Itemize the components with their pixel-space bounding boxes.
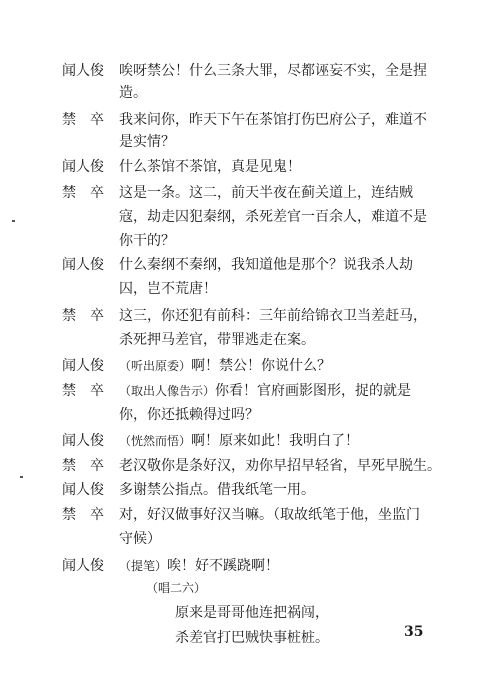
script-line (0, 428, 480, 454)
speaker-name: 禁 卒 (62, 458, 104, 474)
lyric-text: 原来是哥哥他连把祸闯， (175, 605, 329, 621)
stage-direction: （提笔） (119, 559, 168, 573)
dialogue-text: 你干的？ (119, 233, 175, 249)
script-line (0, 327, 480, 353)
script-line (0, 303, 480, 329)
script-line (0, 526, 480, 552)
dialogue-words: 啊！原来如此！我明白了！ (191, 433, 360, 449)
dialogue-text: 唉呀禁公！什么三条大罪，尽都诬妄不实，全是捏 (119, 63, 427, 79)
speaker-name: 闻人俊 (62, 558, 104, 574)
dialogue-words: 唉！好不蹊跷啊！ (167, 558, 280, 574)
dialogue-text: 老汉敬你是条好汉，劝你早招早轻省，早死早脱生。 (119, 458, 441, 474)
dialogue-text: 什么茶馆不茶馆，真是见鬼！ (119, 159, 301, 175)
dialogue-text: 这是一条。这二，前天半夜在蓟关道上，连结贼 (119, 185, 413, 201)
stage-direction: （唱二六） (146, 581, 207, 595)
speaker-name: 闻人俊 (62, 358, 104, 374)
script-line (0, 402, 480, 428)
dialogue-words: 你看！官府画影图形，捉的就是 (215, 383, 412, 399)
dialogue-text: 囚，岂不荒唐！ (119, 281, 217, 297)
script-line (0, 252, 480, 278)
dialogue-text: 杀死押马差官，带罪逃走在案。 (119, 332, 315, 348)
script-line (0, 228, 480, 254)
speaker-name: 闻人俊 (62, 482, 104, 498)
speaker-name: 禁 卒 (62, 112, 104, 128)
speaker-name: 禁 卒 (62, 383, 104, 399)
script-line (0, 80, 480, 106)
dialogue-text: 寇，劫走囚犯秦纲，杀死差官一百余人，难道不是 (119, 209, 427, 225)
script-line (0, 180, 480, 206)
script-line (0, 154, 480, 180)
script-line (0, 276, 480, 302)
dialogue-text (119, 428, 359, 454)
script-line (0, 129, 480, 155)
script-line (0, 453, 480, 479)
dialogue-text: 多谢禁公指点。借我纸笔一用。 (119, 482, 315, 498)
dialogue-text: 造。 (119, 85, 147, 101)
dialogue-text: 我来问你，昨天下午在茶馆打伤巴府公子，难道不 (119, 112, 427, 128)
stage-direction: （取出人像告示） (119, 384, 216, 398)
dialogue-text: 是实情？ (119, 134, 175, 150)
lyric-text: 杀差官打巴贼快事桩桩。 (175, 630, 329, 646)
dialogue-text (119, 378, 411, 404)
script-line (0, 477, 480, 503)
scan-speck (12, 220, 15, 222)
speaker-name: 闻人俊 (62, 63, 104, 79)
script-line (0, 353, 480, 379)
dialogue-text: 对，好汉做事好汉当嘛。（取故纸笔于他，坐监门 (119, 507, 420, 523)
speaker-name: 闻人俊 (62, 433, 104, 449)
stage-direction: （听出原委） (119, 359, 192, 373)
stage-direction: （恍然而悟） (119, 434, 192, 448)
script-line (0, 204, 480, 230)
speaker-name: 禁 卒 (62, 308, 104, 324)
speaker-name: 闻人俊 (62, 257, 104, 273)
dialogue-text: 这三，你还犯有前科：三年前给锦衣卫当差赶马， (119, 308, 427, 324)
script-line (0, 575, 480, 601)
dialogue-text (119, 353, 331, 379)
script-line (0, 502, 480, 528)
dialogue-text: 你，你还抵赖得过吗？ (119, 407, 259, 423)
dialogue-words: 啊！禁公！你说什么？ (191, 358, 332, 374)
script-line (0, 378, 480, 404)
speaker-name: 闻人俊 (62, 159, 104, 175)
speaker-name: 禁 卒 (62, 185, 104, 201)
dialogue-text: 守候） (119, 531, 161, 547)
speaker-name: 禁 卒 (62, 507, 104, 523)
scan-speck (20, 476, 23, 478)
dialogue-text: 什么秦纲不秦纲，我知道他是那个？说我杀人劫 (119, 257, 413, 273)
page-number: 35 (404, 624, 424, 640)
